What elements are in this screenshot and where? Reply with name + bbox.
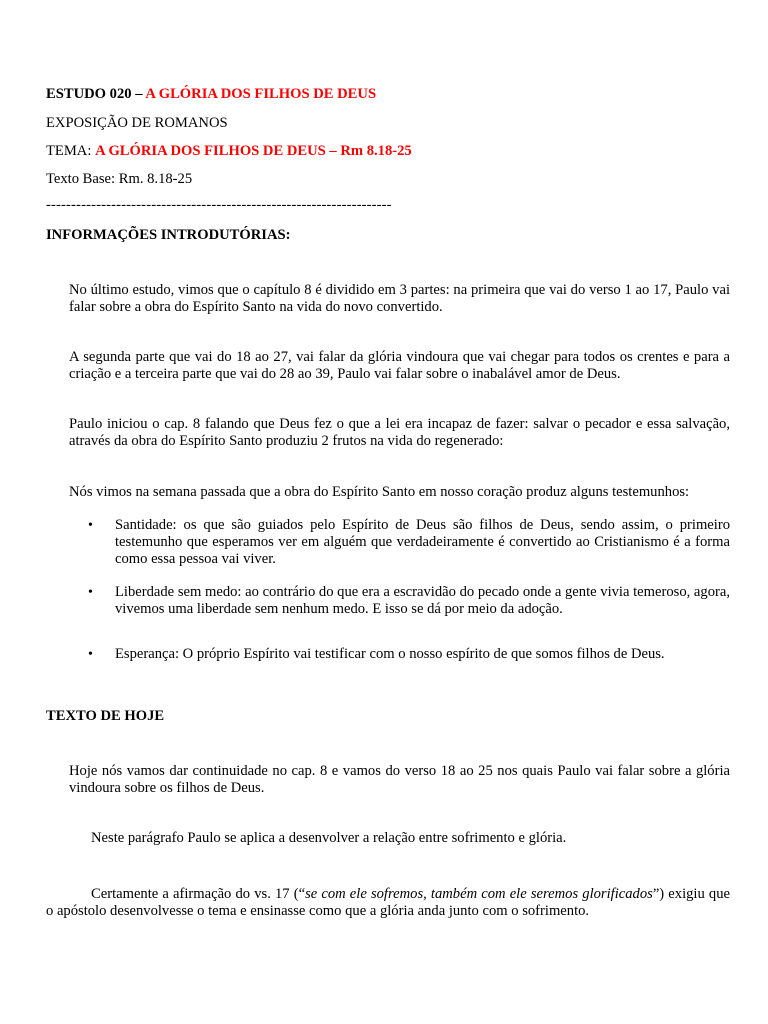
bullet-item-freedom: Liberdade sem medo: ao contrário do que era a escravidão do pecado onde a gente vivia temeroso, agora, vivemos uma liberdade sem nenhum medo. E isso se dá por meio da adoção. bbox=[115, 584, 730, 617]
today-paragraph-3 bbox=[46, 886, 730, 920]
theme-prefix: TEMA: bbox=[46, 143, 96, 159]
bullet-item-holiness: Santidade: os que são guiados pelo Espírito de Deus são filhos de Deus, sendo assim, o primeiro testemunho que esperamos ver em alguém que verdadeiramente é convertido ao Cristianismo é a forma como essa pessoa vai viver. bbox=[115, 517, 730, 567]
intro-paragraph-1: No último estudo, vimos que o capítulo 8 é dividido em 3 partes: na primeira que vai do verso 1 ao 17, Paulo vai falar sobre a obra do Espírito Santo na vida do novo convertido. bbox=[69, 282, 730, 315]
study-title: A GLÓRIA DOS FILHOS DE DEUS bbox=[145, 86, 377, 102]
theme-title: A GLÓRIA DOS FILHOS DE DEUS – Rm 8.18-25 bbox=[95, 143, 412, 159]
bullet-item-hope: Esperança: O próprio Espírito vai testificar com o nosso espírito de que somos filhos de Deus. bbox=[115, 646, 665, 662]
bible-quote: se com ele sofremos, também com ele seremos glorificados bbox=[305, 886, 653, 902]
intro-heading: INFORMAÇÕES INTRODUTÓRIAS: bbox=[46, 227, 291, 243]
exposition-line: EXPOSIÇÃO DE ROMANOS bbox=[46, 115, 228, 131]
bullet-dot: • bbox=[88, 647, 93, 662]
intro-paragraph-2: A segunda parte que vai do 18 ao 27, vai falar da glória vindoura que vai chegar para todos os crentes e para a criação e a terceira parte que vai do 28 ao 39, Paulo vai falar sobre o inabalável amor de Deus. bbox=[69, 349, 730, 382]
study-title-line bbox=[46, 86, 376, 103]
today-paragraph-2: Neste parágrafo Paulo se aplica a desenvolver a relação entre sofrimento e glória. bbox=[91, 830, 567, 846]
intro-paragraph-4: Nós vimos na semana passada que a obra do Espírito Santo em nosso coração produz alguns testemunhos: bbox=[69, 484, 690, 500]
study-prefix: ESTUDO 020 – bbox=[46, 86, 146, 102]
bullet-dot: • bbox=[88, 518, 93, 533]
bullet-dot: • bbox=[88, 585, 93, 600]
today-paragraph-1: Hoje nós vamos dar continuidade no cap. 8 e vamos do verso 18 ao 25 nos quais Paulo vai falar sobre a glória vindoura sobre os filhos de Deus. bbox=[69, 763, 730, 796]
divider-line: --------------------------------------------------------------------- bbox=[46, 197, 392, 213]
paragraph-3-end: ”) exigiu que o apóstolo desenvolvesse o tema e ensinasse como que a glória anda junto com o sofrimento. bbox=[46, 886, 730, 919]
base-text-line: Texto Base: Rm. 8.18-25 bbox=[46, 171, 193, 187]
today-heading: TEXTO DE HOJE bbox=[46, 708, 165, 724]
intro-paragraph-3: Paulo iniciou o cap. 8 falando que Deus fez o que a lei era incapaz de fazer: salvar o pecador e essa salvação, através da obra do Espírito Santo produziu 2 frutos na vida do regenerado: bbox=[69, 416, 730, 449]
paragraph-3-start: Certamente a afirmação do vs. 17 (“ bbox=[91, 886, 306, 902]
theme-line bbox=[46, 143, 412, 160]
